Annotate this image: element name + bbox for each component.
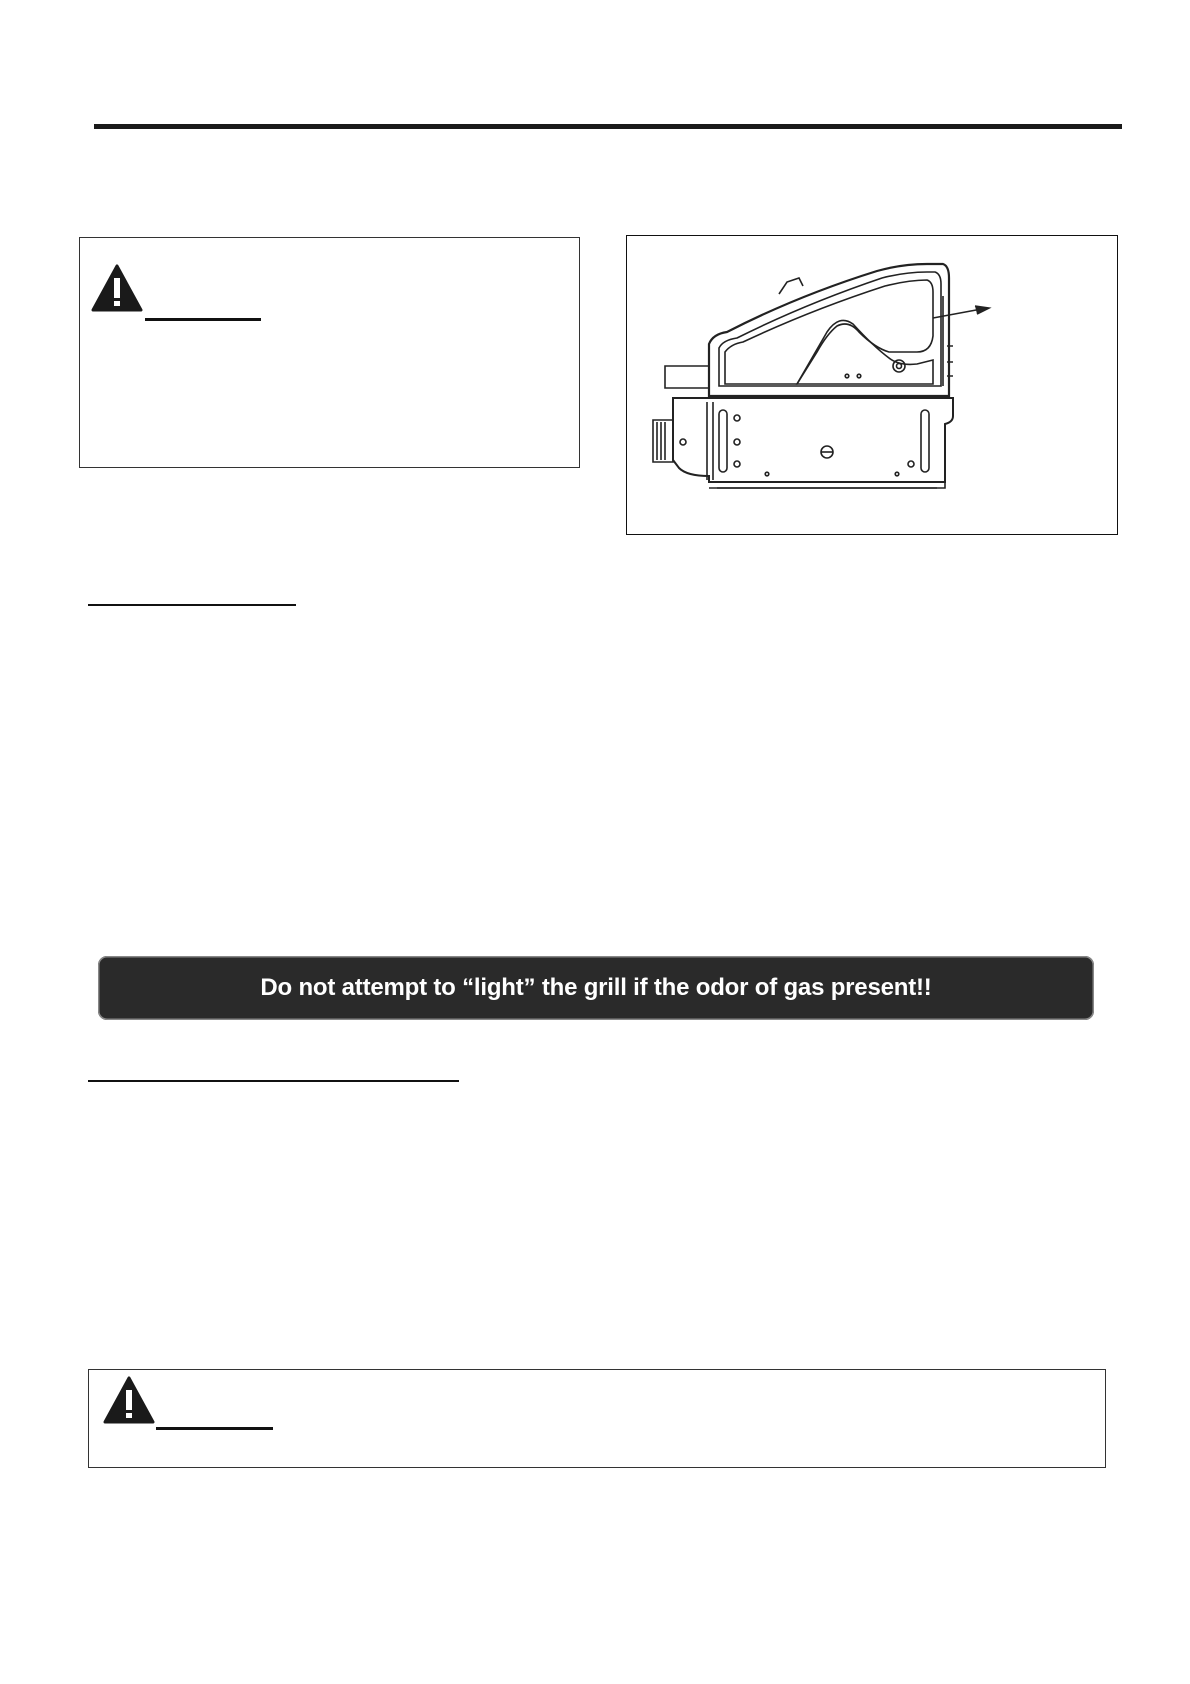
section-heading-underline-2 (88, 1080, 459, 1082)
warning-triangle-icon (91, 264, 143, 312)
grill-figure (626, 235, 1118, 535)
banner-text: Do not attempt to “light” the grill if the odor of gas present!! (260, 974, 932, 1001)
gas-odor-warning-banner (98, 956, 1094, 1020)
top-rule (94, 124, 1122, 129)
warning-box-top (79, 237, 580, 468)
warning-heading-underline (145, 318, 261, 321)
warning-box-bottom (88, 1369, 1106, 1468)
warning-heading-underline (156, 1427, 273, 1430)
grill-side-view-illustration (627, 236, 1117, 534)
section-heading-underline-1 (88, 604, 296, 606)
warning-triangle-icon (103, 1376, 155, 1424)
